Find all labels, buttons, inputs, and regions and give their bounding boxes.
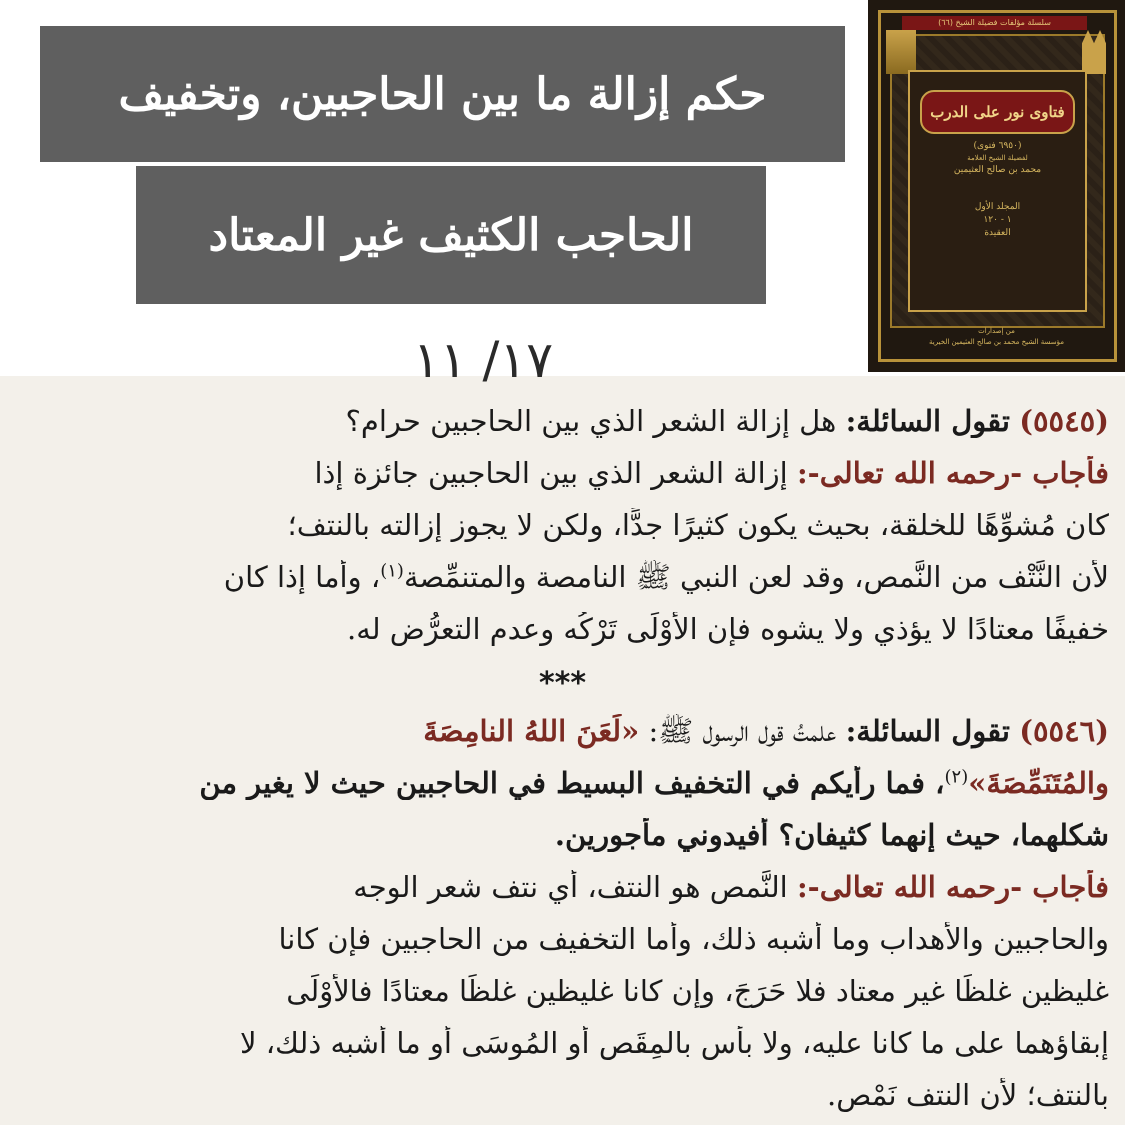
answer-1-line-1 [314,456,1109,490]
book-publisher-name: مؤسسة الشيخ محمد بن صالح العثيمين الخيرية [929,338,1064,346]
title-line-2 [136,166,766,304]
book-volume: المجلد الأول [974,202,1021,212]
footnote-1-marker: (١) [380,560,404,582]
book-title: فتاوى نور على الدرب [920,90,1075,134]
answer-2-text-1: النَّمص هو النتف، أي نتف شعر الوجه [353,870,788,904]
answer-1-text-3: لأن النَّتْف من النَّمص، وقد لعن النبي ﷺ النامصة والمتنمِّصة [403,560,1109,594]
answer-1-text-1: إزالة الشعر الذي بين الحاجبين جائزة إذا [314,456,788,490]
hadith-quote: «لَعَنَ اللهُ النامِصَةَ [423,714,640,748]
title-line-1 [40,26,845,162]
answer-1-line-4: خفيفًا معتادًا لا يؤذي ولا يشوه فإن الأَوْلَى تَرْكُه وعدم التعرُّض له. [346,612,1109,646]
question-1-lead: تقول السائلة: [845,404,1010,438]
footnote-2-marker: (٢) [944,766,969,788]
title-line-1-text: حكم إزالة ما بين الحاجبين، وتخفيف [118,68,767,120]
answer-1-lead: فأجاب -رحمه الله تعالى-: [796,456,1109,490]
question-2-lead: تقول السائلة: [845,714,1010,748]
question-1-line [346,404,1109,438]
answer-1-line-2: كان مُشوِّهًا للخلقة، بحيث يكون كثيرًا جدًّا، ولكن لا يجوز إزالته بالنتف؛ [287,508,1109,542]
book-author-intro: لفضيلة الشيخ العلامة [967,154,1028,162]
answer-1-line-3 [224,560,1109,602]
books-emblem-icon [886,30,916,74]
question-1-text: هل إزالة الشعر الذي بين الحاجبين حرام؟ [345,404,837,438]
book-author: محمد بن صالح العثيمين [953,165,1042,175]
book-topic: العقيدة [984,228,1011,238]
book-publisher [898,326,1095,356]
question-2-number: (٥٥٤٦) [1019,714,1109,748]
book-cover-image [868,0,1125,372]
question-2-line-1 [423,714,1109,756]
book-volume-range: ١ - ١٢٠ [983,215,1012,225]
book-title-panel [908,70,1087,312]
hadith-quote-end: والمُتَنَمِّصَةَ» [968,766,1109,800]
answer-2-lead: فأجاب -رحمه الله تعالى-: [796,870,1109,904]
answer-1-text-3b: ، وأما إذا كان [223,560,381,594]
title-line-2-text: الحاجب الكثيف غير المعتاد [208,209,694,261]
answer-2-line-3: غليظين غلظًا غير معتاد فلا حَرَجَ، وإن كانا غليظين غلظًا معتادًا فالأَوْلَى [286,974,1109,1008]
question-2-line-2 [199,766,1109,800]
answer-2-line-5: بالنتف؛ لأن النتف نَمْص. [827,1078,1109,1112]
book-series: سلسلة مؤلفات فضيلة الشيخ (٦٦) [902,16,1087,30]
book-page [0,376,1125,1125]
book-publisher-intro: من إصدارات [978,327,1015,335]
answer-2-line-4: إبقاؤهما على ما كانا عليه، ولا بأس بالمِقَص أو المُوسَى أو ما أشبه ذلك، لا [239,1026,1109,1060]
question-2-line-3: شكلهما، حيث إنهما كثيفان؟ أفيدوني مأجورين. [554,818,1109,852]
answer-2-line-1 [353,870,1109,904]
question-1-number: (٥٥٤٥) [1019,404,1109,438]
book-subtitle: (٦٩٥٠ فتوى) [973,141,1022,151]
question-2-text-2: ، فما رأيكم في التخفيف البسيط في الحاجبين حيث لا يغير من [199,766,945,800]
section-separator: *** [538,666,587,701]
answer-2-line-2: والحاجبين والأهداب وما أشبه ذلك، وأما التخفيف من الحاجبين فإن كانا [278,922,1109,956]
page-number: ١٧/ ١١ [412,331,554,389]
question-2-text: علمتُ قول الرسول ﷺ: [648,714,837,748]
